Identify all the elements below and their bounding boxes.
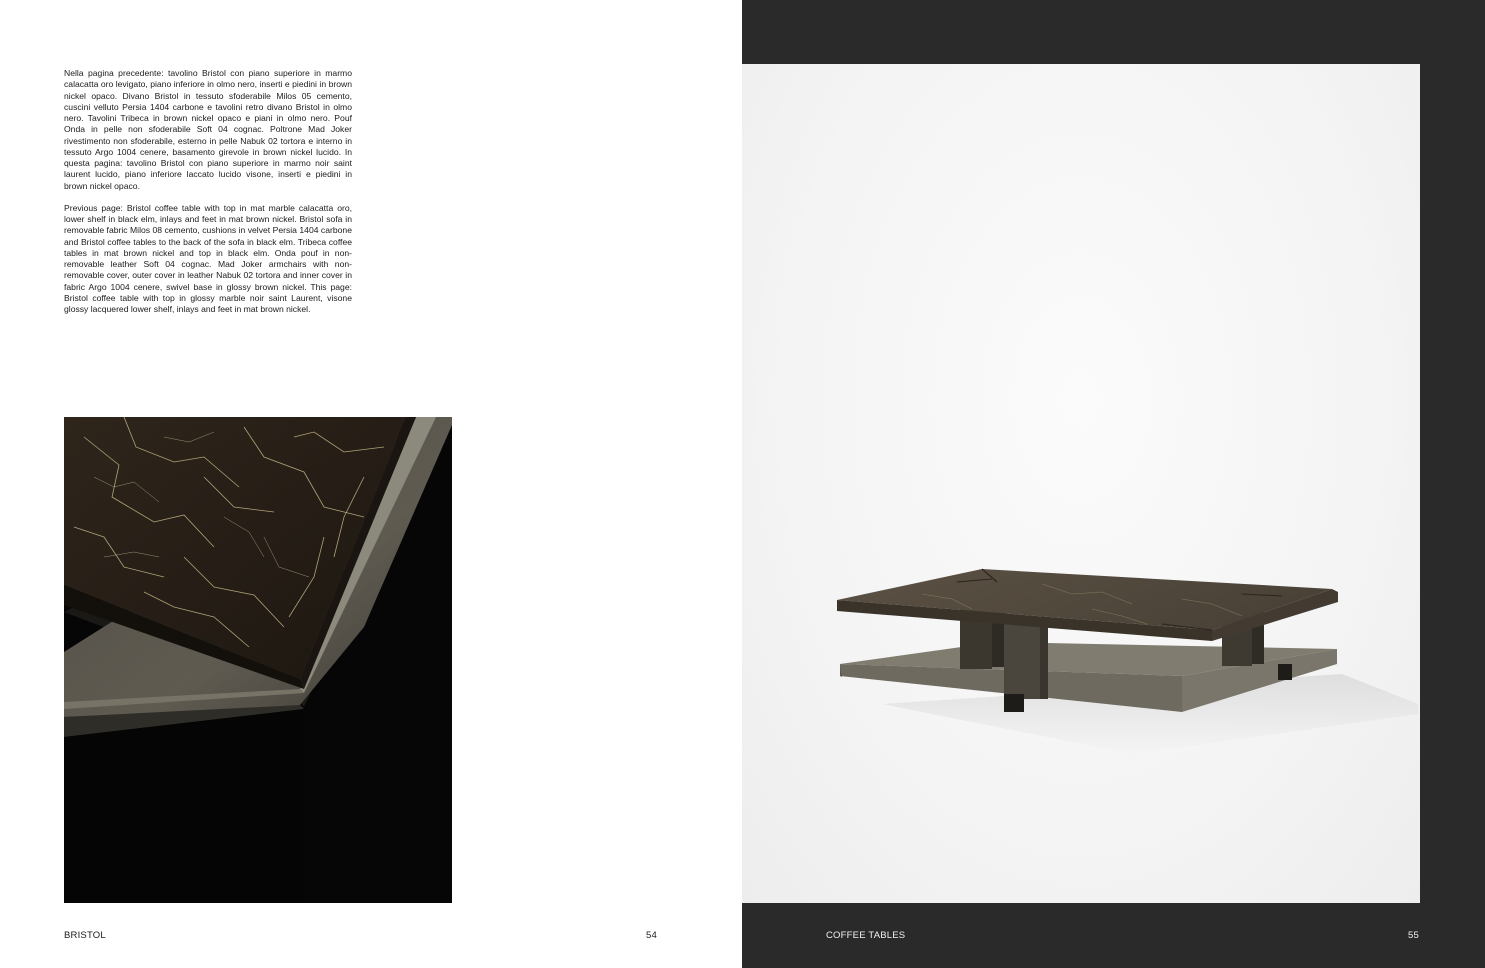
page-number-right: 55 xyxy=(1408,930,1419,941)
marble-detail-photo xyxy=(64,417,452,903)
footer-category-title: COFFEE TABLES xyxy=(826,930,906,941)
caption-italian: Nella pagina precedente: tavolino Bristol con piano superiore in marmo calacatta oro levigato, piano inferiore in olmo nero, inserti e piedini in brown nickel opaco. Divano Bristol in tessuto sfoderabile Milos 05 cemento, cuscini velluto Persia 1404 carbone e tavolini retro divano Bristol in olmo nero. Tavolini Tribeca in brown nickel opaco e piani in olmo nero. Pouf Onda in pelle non sfoderabile Soft 04 cognac. Poltrone Mad Joker rivestimento non sfoderabile, esterno in pelle Nabuk 02 tortora e interno in tessuto Argo 1004 cenere, basamento girevole in brown nickel lucido. In questa pagina: tavolino Bristol con piano superiore in marmo noir saint laurent lucido, piano inferiore laccato lucido visone, inserti e piedini in brown nickel opaco. xyxy=(64,68,352,191)
marble-detail-illustration xyxy=(64,417,452,903)
footer-collection-title: BRISTOL xyxy=(64,930,106,941)
coffee-table-illustration xyxy=(742,64,1420,903)
page-number-left: 54 xyxy=(646,930,657,941)
product-caption xyxy=(64,68,352,315)
coffee-table-photo xyxy=(742,64,1420,903)
left-page xyxy=(0,0,742,968)
caption-english: Previous page: Bristol coffee table with top in mat marble calacatta oro, lower shelf in black elm, inlays and feet in mat brown nickel. Bristol sofa in removable fabric Milos 08 cemento, cushions in velvet Persia 1404 carbone and Bristol coffee tables to the back of the sofa in black elm. Tribeca coffee tables in mat brown nickel and top in black elm. Onda pouf in non-removable leather Soft 04 cognac. Mad Joker armchairs with non-removable cover, outer cover in leather Nabuk 02 tortora and inner cover in fabric Argo 1004 cenere, swivel base in glossy brown nickel. This page: Bristol coffee table with top in glossy marble noir saint Laurent, visone glossy lacquered lower shelf, inlays and feet in mat brown nickel. xyxy=(64,202,352,314)
